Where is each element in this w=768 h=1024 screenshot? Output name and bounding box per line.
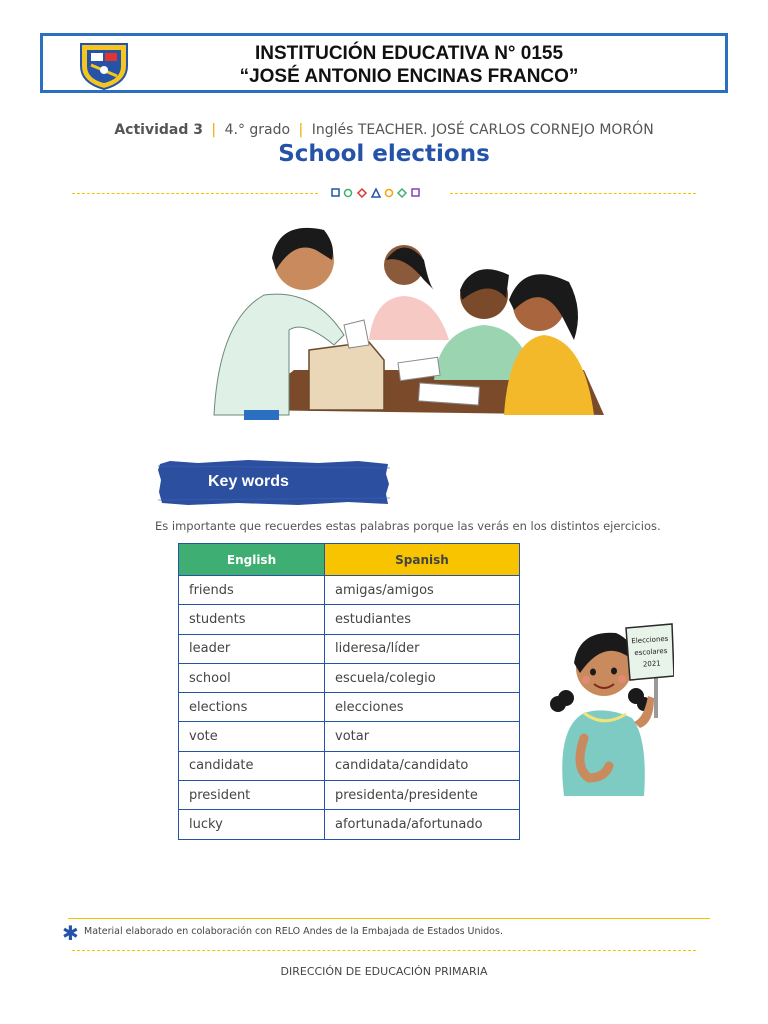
english-word: lucky [179, 810, 325, 839]
spanish-word: afortunada/afortunado [325, 810, 520, 839]
key-words-label: Key words [208, 473, 289, 490]
spanish-word: estudiantes [325, 605, 520, 634]
page-title: School elections [278, 141, 490, 167]
spanish-word: candidata/candidato [325, 751, 520, 780]
sign-line1: Elecciones [631, 634, 669, 646]
table-row [179, 576, 520, 605]
grade-label: 4.° grado [224, 122, 291, 138]
english-word: friends [179, 576, 325, 605]
sign-line3: 2021 [642, 659, 662, 669]
footer-divider-bottom [72, 950, 696, 951]
spanish-word: presidenta/presidente [325, 781, 520, 810]
girl-with-sign-illustration [544, 618, 674, 796]
title-divider [72, 192, 696, 194]
spanish-word: lideresa/líder [325, 634, 520, 663]
footer-divider-top [68, 918, 710, 919]
spanish-word: amigas/amigos [325, 576, 520, 605]
table-row [179, 605, 520, 634]
divider-line-left [72, 193, 318, 194]
spanish-word: votar [325, 722, 520, 751]
column-header-english: English [179, 544, 325, 576]
table-row [179, 810, 520, 839]
footer-note: Material elaborado en colaboración con RELO Andes de la Embajada de Estados Unidos. [84, 926, 503, 937]
english-word: school [179, 663, 325, 692]
vocabulary-table [178, 543, 520, 840]
sign-line2: escolares [634, 646, 668, 658]
divider-shapes-icon [330, 187, 438, 199]
english-word: vote [179, 722, 325, 751]
separator: | [211, 122, 217, 138]
separator: | [298, 122, 304, 138]
institution-title-line1: INSTITUCIÓN EDUCATIVA N° 0155 [254, 43, 564, 64]
spanish-word: escuela/colegio [325, 663, 520, 692]
subject-label: Inglés TEACHER. JOSÉ CARLOS CORNEJO MORÓN [311, 122, 654, 138]
key-words-banner [158, 460, 390, 506]
footer-direction: DIRECCIÓN DE EDUCACIÓN PRIMARIA [280, 965, 488, 978]
spanish-word: elecciones [325, 693, 520, 722]
column-header-spanish: Spanish [325, 544, 520, 576]
table-row [179, 781, 520, 810]
table-row [179, 722, 520, 751]
english-word: elections [179, 693, 325, 722]
table-row [179, 693, 520, 722]
activity-line [0, 122, 768, 138]
table-header-row [179, 544, 520, 576]
children-voting-illustration [204, 220, 604, 420]
institution-title-line2: “JOSÉ ANTONIO ENCINAS FRANCO” [239, 66, 579, 87]
table-row [179, 751, 520, 780]
table-row [179, 634, 520, 663]
english-word: students [179, 605, 325, 634]
divider-line-right [450, 193, 696, 194]
institution-header [40, 33, 728, 93]
activity-label: Actividad 3 [114, 122, 203, 138]
asterisk-icon: ✱ [62, 921, 79, 945]
intro-text: Es importante que recuerdes estas palabras porque las verás en los distintos ejercicios. [155, 519, 661, 533]
english-word: candidate [179, 751, 325, 780]
table-row [179, 663, 520, 692]
institution-title [123, 42, 695, 88]
english-word: president [179, 781, 325, 810]
english-word: leader [179, 634, 325, 663]
